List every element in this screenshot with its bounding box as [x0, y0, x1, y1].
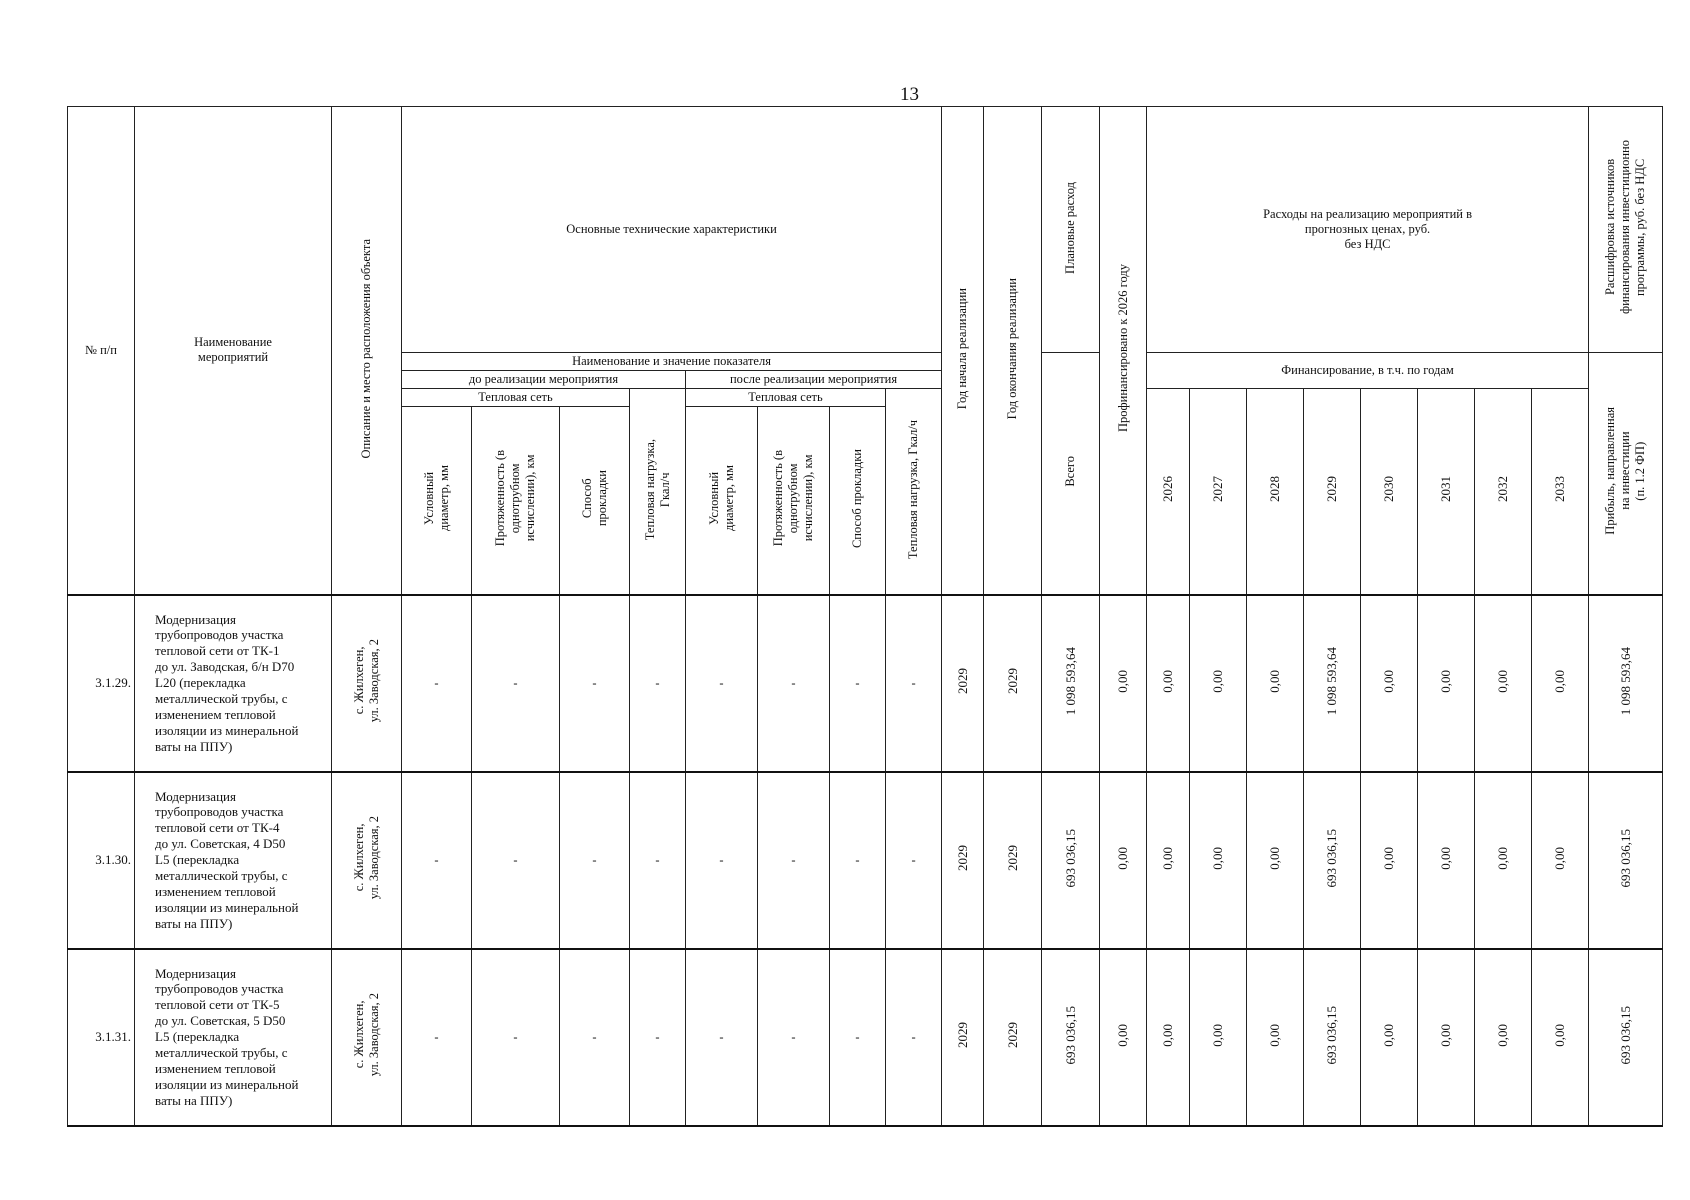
row-id: 3.1.29. [68, 595, 135, 772]
header-profit-cell [1589, 353, 1663, 595]
row-prefinanced-cell [1100, 949, 1147, 1126]
row-2028-cell [1247, 595, 1304, 772]
header-name: Наименование мероприятий [135, 107, 332, 595]
row-prefinanced-cell [1100, 772, 1147, 949]
row-2028: 0,00 [1267, 1023, 1283, 1047]
row-profit: 693 036,15 [1617, 1005, 1633, 1065]
header-sources-cell [1589, 107, 1663, 353]
row-2032-cell [1475, 772, 1532, 949]
row-2032-cell [1475, 949, 1532, 1126]
header-planned-cell [1042, 107, 1100, 353]
row-2027-cell [1190, 772, 1247, 949]
row-location-cell [332, 949, 402, 1126]
row-load-after: - [886, 595, 942, 772]
header-diam-after-cell [686, 407, 758, 595]
row-length-before: - [472, 595, 560, 772]
row-2032: 0,00 [1495, 669, 1511, 693]
header-location: Описание и место расположения объекта [359, 238, 373, 458]
header-year-2029-cell [1304, 389, 1361, 595]
row-2027: 0,00 [1210, 669, 1226, 693]
row-method-before: - [560, 595, 630, 772]
row-profit-cell [1589, 595, 1663, 772]
row-profit-cell [1589, 772, 1663, 949]
header-heat-net-after: Тепловая сеть [686, 389, 886, 407]
row-2033: 0,00 [1552, 669, 1568, 693]
header-method-before: Способ прокладки [579, 470, 609, 527]
header-year-2028: 2028 [1267, 476, 1283, 503]
row-2031-cell [1418, 772, 1475, 949]
page-number: 13 [900, 84, 919, 105]
row-2029-cell [1304, 949, 1361, 1126]
row-2029-cell [1304, 772, 1361, 949]
row-diam-before: - [402, 772, 472, 949]
header-prefinanced: Профинансировано к 2026 году [1115, 264, 1130, 433]
row-2027-cell [1190, 595, 1247, 772]
header-prefinanced-cell [1100, 107, 1147, 595]
header-total: Всего [1063, 455, 1078, 487]
header-financing: Финансирование, в т.ч. по годам [1147, 353, 1589, 389]
table-row [68, 595, 1663, 772]
header-year-2029: 2029 [1324, 476, 1340, 503]
header-length-after-cell [758, 407, 830, 595]
row-year-end: 2029 [1004, 845, 1020, 871]
header-diam-before: Условный диаметр, мм [421, 465, 451, 532]
row-2028: 0,00 [1267, 846, 1283, 870]
header-year-2027-cell [1190, 389, 1247, 595]
row-2031: 0,00 [1438, 669, 1454, 693]
row-2027: 0,00 [1210, 846, 1226, 870]
row-2028-cell [1247, 772, 1304, 949]
row-profit-cell [1589, 949, 1663, 1126]
row-2029: 693 036,15 [1324, 1005, 1340, 1065]
row-diam-after: - [686, 595, 758, 772]
row-year-start-cell [942, 595, 984, 772]
header-expenses: Расходы на реализацию мероприятий в прогнозных ценах, руб. без НДС [1147, 107, 1589, 353]
row-year-end: 2029 [1004, 668, 1020, 694]
header-tech: Основные технические характеристики [402, 107, 942, 353]
row-2032-cell [1475, 595, 1532, 772]
header-method-after-cell [830, 407, 886, 595]
header-length-before-cell [472, 407, 560, 595]
row-2028: 0,00 [1267, 669, 1283, 693]
row-diam-after: - [686, 949, 758, 1126]
header-year-end-cell [984, 107, 1042, 595]
header-load-before: Тепловая нагрузка, Гкал/ч [642, 438, 672, 540]
row-2027-cell [1190, 949, 1247, 1126]
row-2033-cell [1532, 949, 1589, 1126]
row-2032: 0,00 [1495, 846, 1511, 870]
row-id: 3.1.31. [68, 949, 135, 1126]
header-year-2028-cell [1247, 389, 1304, 595]
row-2030-cell [1361, 595, 1418, 772]
row-2026: 0,00 [1160, 669, 1176, 693]
row-2032: 0,00 [1495, 1023, 1511, 1047]
row-2031-cell [1418, 949, 1475, 1126]
row-total: 693 036,15 [1062, 828, 1078, 888]
header-year-start: Год начала реализации [955, 287, 970, 409]
header-length-after: Протяженность (в однотрубном исчислении), км [771, 450, 815, 547]
row-2030: 0,00 [1381, 1023, 1397, 1047]
row-2033-cell [1532, 595, 1589, 772]
row-prefinanced-cell [1100, 595, 1147, 772]
row-length-after: - [758, 595, 830, 772]
header-load-after: Тепловая нагрузка, Гкал/ч [906, 419, 921, 559]
row-2026: 0,00 [1160, 1023, 1176, 1047]
row-length-after: - [758, 949, 830, 1126]
row-length-before: - [472, 949, 560, 1126]
row-location: с. Жилхеген, ул. Заводская, 2 [351, 993, 381, 1077]
header-year-2032: 2032 [1495, 476, 1511, 503]
row-total: 693 036,15 [1062, 1005, 1078, 1065]
row-2026: 0,00 [1160, 846, 1176, 870]
row-year-start-cell [942, 772, 984, 949]
header-after: после реализации мероприятия [686, 371, 942, 389]
row-id: 3.1.30. [68, 772, 135, 949]
row-2028-cell [1247, 949, 1304, 1126]
row-location-cell [332, 772, 402, 949]
header-year-2027: 2027 [1210, 476, 1226, 503]
row-profit: 1 098 593,64 [1617, 646, 1633, 716]
row-total-cell [1042, 595, 1100, 772]
header-profit: Прибыль, направленная на инвестиции (п. 1.2 ФП) [1603, 407, 1648, 536]
row-diam-before: - [402, 595, 472, 772]
header-heat-net-before: Тепловая сеть [402, 389, 630, 407]
row-total: 1 098 593,64 [1062, 646, 1078, 716]
row-location: с. Жилхеген, ул. Заводская, 2 [351, 816, 381, 900]
header-location-cell [332, 107, 402, 595]
row-length-after: - [758, 772, 830, 949]
row-load-after: - [886, 949, 942, 1126]
row-name: Модернизация трубопроводов участка тепловой сети от ТК-4 до ул. Советская, 4 D50 L5 (перекладка металлической трубы, с изменением тепловой изоляции из минеральной ваты на ППУ) [135, 772, 332, 949]
row-2033: 0,00 [1552, 846, 1568, 870]
header-indicator: Наименование и значение показателя [402, 353, 942, 371]
row-name: Модернизация трубопроводов участка тепловой сети от ТК-1 до ул. Заводская, б/н D70 L20 (перекладка металлической трубы, с изменением тепловой изоляции из минеральной ваты на ППУ) [135, 595, 332, 772]
row-location: с. Жилхеген, ул. Заводская, 2 [351, 639, 381, 723]
row-year-start-cell [942, 949, 984, 1126]
row-prefinanced: 0,00 [1115, 669, 1131, 693]
table-row [68, 949, 1663, 1126]
row-2027: 0,00 [1210, 1023, 1226, 1047]
row-length-before: - [472, 772, 560, 949]
header-year-2032-cell [1475, 389, 1532, 595]
header-sources: Расшифровка источников финансирования инвестиционно программы, руб. без НДС [1603, 140, 1648, 315]
header-diam-before-cell [402, 407, 472, 595]
row-method-after: - [830, 949, 886, 1126]
row-name: Модернизация трубопроводов участка тепловой сети от ТК-5 до ул. Советская, 5 D50 L5 (перекладка металлической трубы, с изменением тепловой изоляции из минеральной ваты на ППУ) [135, 949, 332, 1126]
header-year-2026-cell [1147, 389, 1190, 595]
header-length-before: Протяженность (в однотрубном исчислении), км [493, 450, 537, 547]
header-before: до реализации мероприятия [402, 371, 686, 389]
row-2030-cell [1361, 949, 1418, 1126]
row-method-after: - [830, 772, 886, 949]
row-year-end-cell [984, 949, 1042, 1126]
row-profit: 693 036,15 [1617, 828, 1633, 888]
header-planned: Плановые расход [1063, 181, 1078, 274]
header-diam-after: Условный диаметр, мм [706, 465, 736, 532]
row-2029-cell [1304, 595, 1361, 772]
row-2031-cell [1418, 595, 1475, 772]
table-row [68, 772, 1663, 949]
header-num: № п/п [68, 107, 135, 595]
row-diam-before: - [402, 949, 472, 1126]
row-2029: 1 098 593,64 [1324, 646, 1340, 716]
row-load-before: - [630, 772, 686, 949]
row-year-end-cell [984, 772, 1042, 949]
row-location-cell [332, 595, 402, 772]
header-year-2030-cell [1361, 389, 1418, 595]
row-2033: 0,00 [1552, 1023, 1568, 1047]
row-year-start: 2029 [954, 1022, 970, 1048]
row-2033-cell [1532, 772, 1589, 949]
row-2026-cell [1147, 772, 1190, 949]
header-year-2031-cell [1418, 389, 1475, 595]
row-2026-cell [1147, 595, 1190, 772]
row-year-end-cell [984, 595, 1042, 772]
row-2030: 0,00 [1381, 669, 1397, 693]
row-year-start: 2029 [954, 668, 970, 694]
row-method-before: - [560, 772, 630, 949]
header-load-before-cell [630, 389, 686, 595]
row-prefinanced: 0,00 [1115, 1023, 1131, 1047]
row-2029: 693 036,15 [1324, 828, 1340, 888]
header-method-after: Способ прокладки [850, 448, 864, 548]
row-load-after: - [886, 772, 942, 949]
row-prefinanced: 0,00 [1115, 846, 1131, 870]
header-year-2033-cell [1532, 389, 1589, 595]
row-year-end: 2029 [1004, 1022, 1020, 1048]
header-total-cell [1042, 353, 1100, 595]
header-year-2031: 2031 [1438, 476, 1454, 503]
row-2026-cell [1147, 949, 1190, 1126]
row-diam-after: - [686, 772, 758, 949]
header-year-start-cell [942, 107, 984, 595]
header-load-after-cell [886, 389, 942, 595]
row-2030-cell [1361, 772, 1418, 949]
investment-table [67, 106, 1663, 1127]
row-load-before: - [630, 949, 686, 1126]
row-year-start: 2029 [954, 845, 970, 871]
row-method-before: - [560, 949, 630, 1126]
header-year-2026: 2026 [1160, 476, 1176, 503]
row-total-cell [1042, 772, 1100, 949]
row-2030: 0,00 [1381, 846, 1397, 870]
header-year-end: Год окончания реализации [1005, 277, 1020, 419]
row-method-after: - [830, 595, 886, 772]
header-method-before-cell [560, 407, 630, 595]
header-year-2033: 2033 [1552, 476, 1568, 503]
row-2031: 0,00 [1438, 846, 1454, 870]
row-load-before: - [630, 595, 686, 772]
row-2031: 0,00 [1438, 1023, 1454, 1047]
header-year-2030: 2030 [1381, 476, 1397, 503]
row-total-cell [1042, 949, 1100, 1126]
